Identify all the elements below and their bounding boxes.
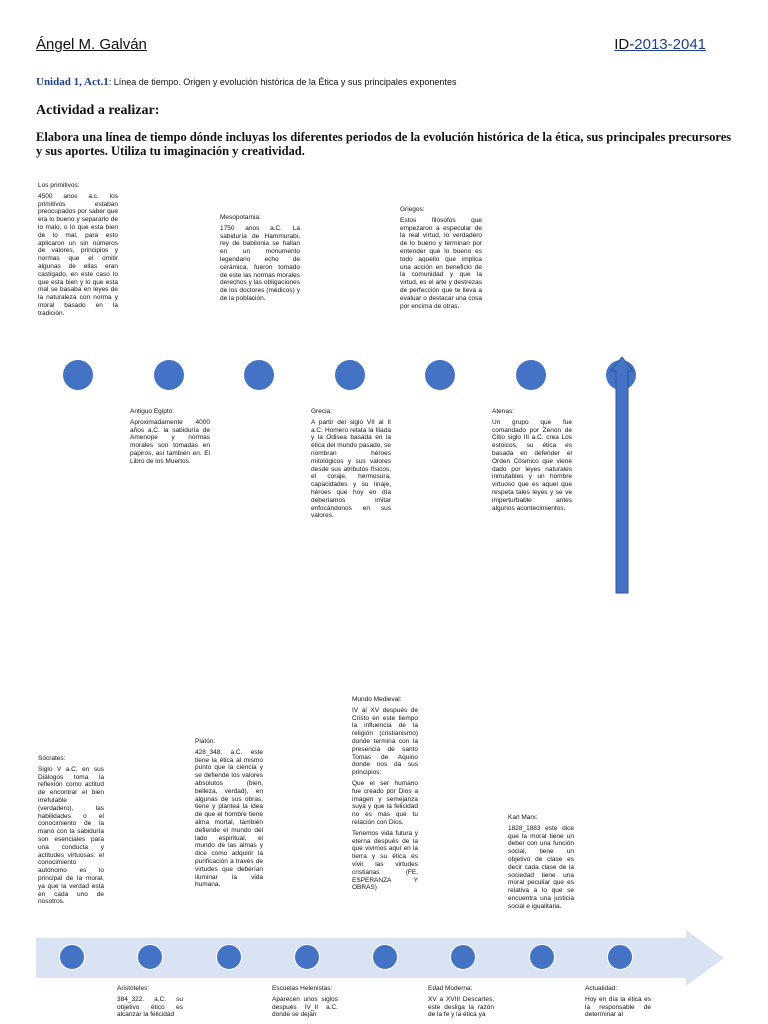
- timeline-dot: [154, 360, 184, 390]
- timeline-dot: [59, 944, 85, 970]
- timeline-dot: [335, 360, 365, 390]
- note-aristoteles: [117, 985, 183, 1019]
- note-title: Griegos:: [400, 206, 425, 213]
- note-body: Estos filósofos que empezaron a especular de la real virtud, lo verdadero de lo bueno y terminan por entender que lo bueno es todo aquello que implica una acción en beneficio de la comunidad y que la virtud, es el arte y destrezas de perfección que te lleva a evaluar o destacar una cosa por encima de otras.: [400, 216, 482, 310]
- note-body: 384_322. a.C. su objetivo ético es alcanzar la felicidad: [117, 995, 183, 1019]
- activity-description: Elabora una línea de tiempo dónde incluyas los diferentes periodos de la evolución histórica de la ética, sus principales precursores y sus aportes. Utiliza tu imaginación y creatividad.: [36, 130, 732, 158]
- student-id: [614, 36, 706, 53]
- up-arrow: [609, 355, 635, 595]
- timeline-dot: [425, 360, 455, 390]
- note-title: Grecia:: [311, 408, 332, 415]
- note-body: 4500 anos a.c. los primitivos estaban preocupados por saber que era lo bueno y separarlo de lo malo, o lo que esta bien de lo mal, para esto aplicaron un sin números de valores, principios y normas que el omitir algunas de ellas eran castigado, en este caso lo que esta bien y lo que esta mal se basaba en leyes de la naturaleza con norma y moral basado en la tradición.: [38, 192, 118, 317]
- note-griegos: [400, 206, 482, 310]
- timeline-dot: [372, 944, 398, 970]
- note-title: Antiguo Egipto:: [130, 408, 175, 415]
- student-id-prefix: ID-: [614, 36, 635, 53]
- note-platon: [195, 738, 263, 889]
- note-body: 1750 anos a.C. La sabiduría de Hammurabi, rey de babilonia se hallan en un monumento legendario echo de cerámica, fueron tomado de este las normas morales derechos y las obligaciones de los doctores (médicos) y de la población.: [220, 224, 300, 302]
- note-title: Escuelas Helenistas:: [272, 985, 333, 992]
- note-body: Aparecen unos siglos después IV_II a.C. donde se dejan: [272, 995, 338, 1019]
- timeline-dot: [294, 944, 320, 970]
- note-medieval: [352, 696, 418, 892]
- note-edad-moderna: [428, 985, 494, 1019]
- note-primitivos: [38, 182, 118, 318]
- unit-text: : Línea de tiempo. Origen y evolución histórica de la Ética y sus principales exponentes: [108, 77, 457, 87]
- note-title: Actualidad:: [585, 985, 618, 992]
- note-body: Siglo V a.C. en sus Diálogos toma la reflexión como actitud de encontrar el bien irrefutable (verdadero), las habilidades o el conocimiento de la mano con la sabiduría son esenciales para una conducta y actitudes virtuosas: el conocimiento autónomo es lo principal de la moral, ya que la verdad está en cada uno de nosotros.: [38, 765, 104, 906]
- note-body: Aproximadamente 4000 años a,C. la sabiduría de Amenope y normas morales son tomadas en papiros, así también en. El Libro de los Muertos.: [130, 418, 210, 465]
- note-body: Un grupo que fue comandado por Zenón de Citio siglo III a.C. crea Los estoicos, su ética es basada en defender el Orden Cósmico que viene dado por leyes naturales inmutables y un hombre virtuoso que es aquel que respeta tales leyes y se ve imperturbable antes algunos acontecimientos.: [492, 418, 572, 512]
- note-marx: [508, 814, 574, 911]
- unit-label: Unidad 1, Act.1: [36, 76, 109, 88]
- timeline-dot: [137, 944, 163, 970]
- note-body: A partir del siglo VII al II a.C. Homero relata la Iliada y la Odisea basada en la ética del mundo pasado, se nombran héroes mitológicos y sus valores desde sus atributos físicos, el coraje, hermosura, capacidades y su linaje, héroes que hoy en día deberíamos imitar enfocándonos en sus valores.: [311, 418, 391, 520]
- note-socrates: [38, 755, 104, 906]
- note-egipto: [130, 408, 210, 466]
- note-actualidad: [585, 985, 651, 1019]
- note-grecia: [311, 408, 391, 520]
- note-mesopotamia: [220, 214, 300, 303]
- note-body: 1828_1883 este dice que la moral tiene un deber con una función social, tiene un objetivo de clase es decir cada clase de la sociedad tiene una moral peculiar que es relativa a lo que se encuentra una justicia social e igualitaria.: [508, 824, 574, 910]
- note-title: Sócrates:: [38, 755, 66, 762]
- note-title: Edad Moderna:: [428, 985, 473, 992]
- note-title: Aristóteles:: [117, 985, 150, 992]
- note-title: Los primitivos:: [38, 182, 80, 189]
- note-body: Tenemos vida futura y eterna después de la que vivimos aquí en la tierra y su ética es vivir las virtudes cristianas (FE, ESPERANZA Y OBRAS): [352, 829, 418, 892]
- note-body: 428_348. a.C. este tiene la ética al mismo punto que la ciencia y se defiende los valores absolutos (bien, belleza, verdad), en algunas de sus obras, tiene y plantea la idea de que el hombre tiene alma mortal, también defiende el mundo del lado espiritual, el mundo de las almas y dice como adquirir la purificación a través de virtudes que deberían iluminar la vida humana.: [195, 748, 263, 889]
- note-title: Mundo Medieval:: [352, 696, 402, 703]
- timeline-dot: [516, 360, 546, 390]
- timeline-dot: [63, 360, 93, 390]
- unit-line: [36, 76, 456, 88]
- author-name: Ángel M. Galván: [36, 36, 147, 53]
- note-helenistas: [272, 985, 338, 1019]
- timeline-dot: [216, 944, 242, 970]
- note-title: Mesopotamia:: [220, 214, 261, 221]
- activity-title: Actividad a realizar:: [36, 103, 160, 118]
- timeline-dot: [244, 360, 274, 390]
- timeline-dot: [450, 944, 476, 970]
- timeline-dot: [607, 944, 633, 970]
- note-body: Que el ser humano fue creado por Dios a imagen y semejanza suya y que la felicidad no es más que tu relación con Dios.: [352, 779, 418, 826]
- note-body: IV al XV después de Cristo en este tiempo la influencia de la religión (cristianismo) donde termina con la presencia de santo Tomas de Aquino donde nos da sus principios:: [352, 706, 418, 777]
- note-atenas: [492, 408, 572, 512]
- note-body: Hoy en día la ética es la responsable de determinar al: [585, 995, 651, 1019]
- note-title: Atenas:: [492, 408, 515, 415]
- note-title: Karl Marx:: [508, 814, 538, 821]
- note-body: XV a XVIII Descartes, este desliga la razón de la fe y la ética ya: [428, 995, 494, 1019]
- student-id-value: 2013-2041: [634, 36, 706, 53]
- timeline-dot: [529, 944, 555, 970]
- note-title: Platón:: [195, 738, 216, 745]
